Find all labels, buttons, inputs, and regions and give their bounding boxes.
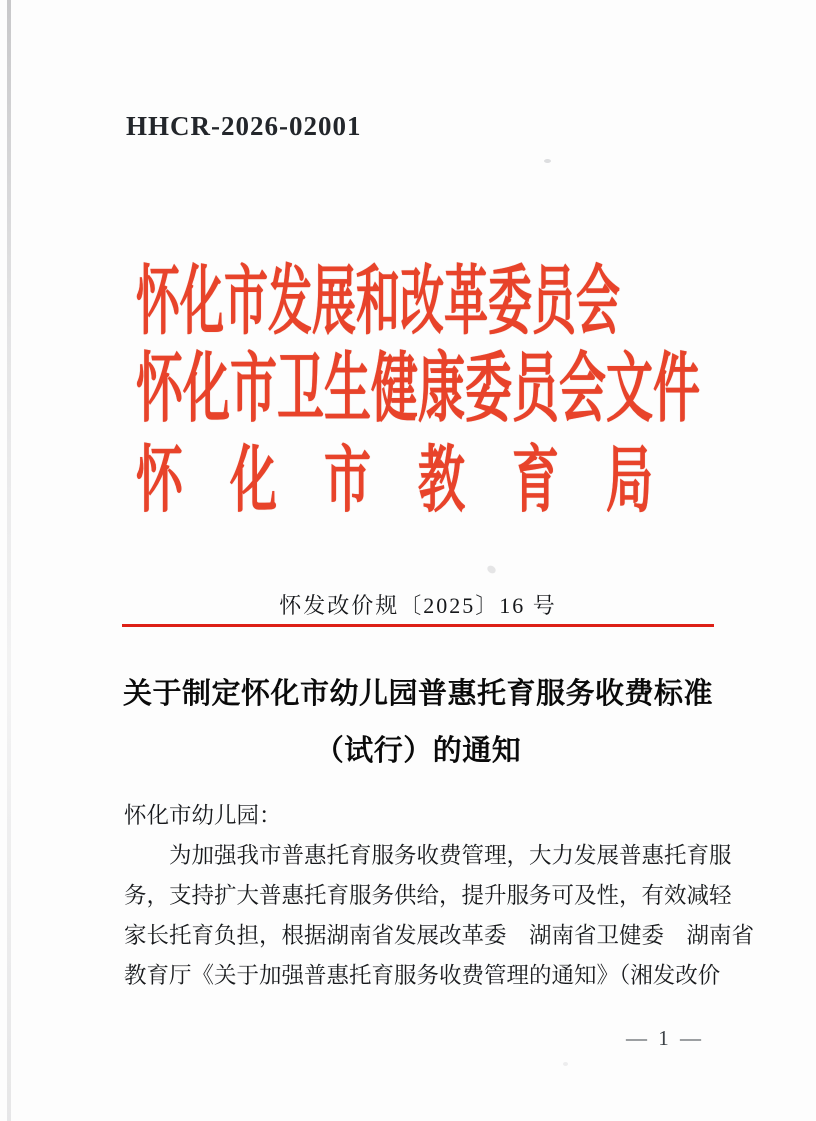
document-code: HHCR-2026-02001 bbox=[126, 111, 362, 141]
scan-speck bbox=[563, 1062, 568, 1066]
header-agency-line-1: 怀化市发展和改革委员会 bbox=[136, 259, 620, 345]
scan-speck bbox=[486, 564, 497, 575]
page-number: — 1 — bbox=[626, 1026, 704, 1050]
red-divider-rule bbox=[122, 624, 714, 627]
scan-edge-shadow bbox=[7, 0, 11, 1121]
paragraph-line: 为加强我市普惠托育服务收费管理，大力发展普惠托育服 bbox=[169, 843, 732, 868]
paragraph-line: 务，支持扩大普惠托育服务供给，提升服务可及性，有效减轻 bbox=[124, 883, 732, 908]
paragraph-line: 教育厅《关于加强普惠托育服务收费管理的通知》（湘发改价 bbox=[124, 963, 721, 988]
header-agency-line-3: 怀 化 市 教 育 局 bbox=[136, 441, 653, 522]
document-title bbox=[92, 666, 744, 780]
header-agency-line-2: 怀化市卫生健康委员会文件 bbox=[136, 348, 700, 433]
document-title-line-2: （试行）的通知 bbox=[314, 735, 522, 767]
scan-speck bbox=[544, 159, 551, 163]
document-title-line-1: 关于制定怀化市幼儿园普惠托育服务收费标准 bbox=[122, 678, 713, 710]
issue-number: 怀发改价规〔2025〕16 号 bbox=[279, 593, 557, 618]
salutation: 怀化市幼儿园： bbox=[124, 803, 282, 828]
document-body bbox=[124, 796, 755, 996]
paragraph-line: 家长托育负担，根据湖南省发展改革委 湖南省卫健委 湖南省 bbox=[124, 923, 755, 948]
